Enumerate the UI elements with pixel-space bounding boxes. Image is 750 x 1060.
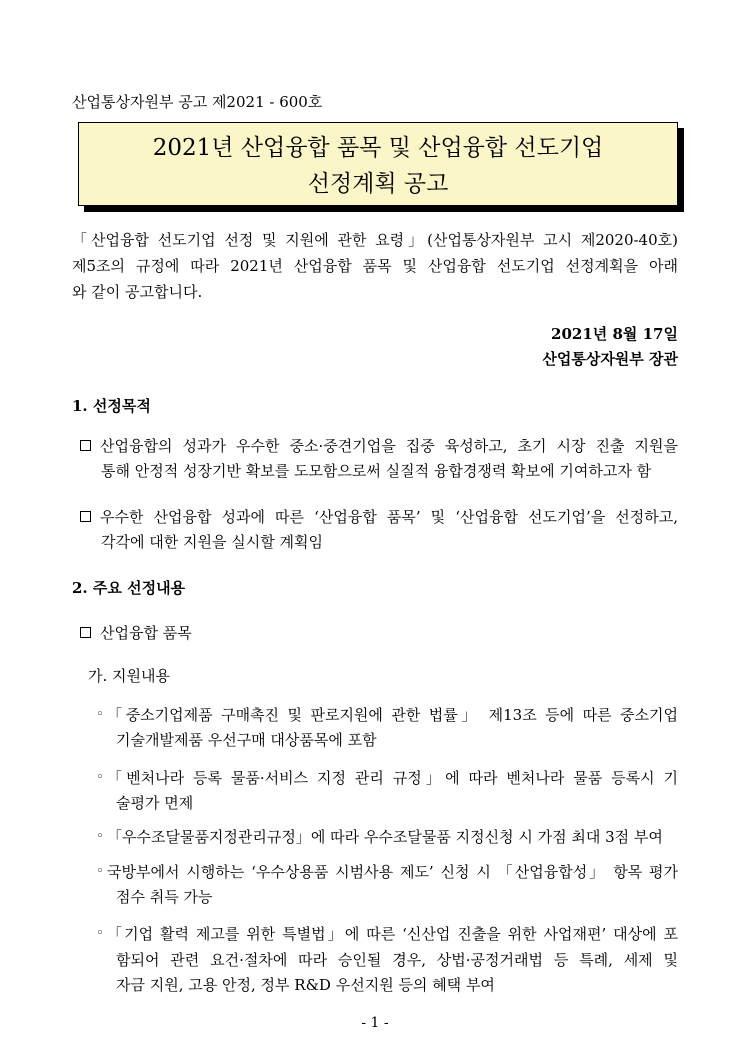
support-bullet-5-line-3: 자금 지원, 고용 안정, 정부 R&D 우선지원 등의 혜택 부여: [116, 976, 495, 994]
support-bullet-3-line-1: 「우수조달물품지정관리규정」에 따라 우수조달물품 지정신청 시 가점 최대 3점 부여: [107, 828, 663, 846]
support-bullet-5-line-2: 함되어 관련 요건·절차에 따라 승인될 경우, 상법·공정거래법 등 특례, 세제 및: [116, 951, 678, 969]
section-1-heading: 1. 선정목적: [72, 397, 151, 415]
intro-line-2: 제5조의 규정에 따라 2021년 산업융합 품목 및 산업융합 선도기업 선정계획을 아래: [72, 257, 678, 275]
issuer: 산업통상자원부 장관: [542, 350, 678, 368]
circle-bullet-icon: ◦: [96, 829, 104, 844]
notice-number: 산업통상자원부 공고 제2021 - 600호: [72, 93, 323, 111]
title-line-2: 선정계획 공고: [307, 171, 449, 197]
sub-heading: 가. 지원내용: [88, 667, 170, 685]
purpose-item-1-line-1: 산업융합의 성과가 우수한 중소·중견기업을 집중 육성하고, 초기 시장 진출 지원을: [100, 437, 678, 455]
support-bullet-1-line-1: 「중소기업제품 구매촉진 및 판로지원에 관한 법률」 제13조 등에 따른 중소기업: [107, 706, 678, 724]
circle-bullet-icon: ◦: [96, 707, 104, 722]
checkbox-square-icon: [80, 511, 91, 522]
purpose-item-2-line-2: 각각에 대한 지원을 실시할 계획임: [101, 533, 323, 551]
notice-date: 2021년 8월 17일: [551, 325, 678, 343]
support-bullet-2-line-1: 「벤처나라 등록 물품·서비스 지정 관리 규정」에 따라 벤처나라 물품 등록시 기: [107, 769, 678, 787]
circle-bullet-icon: ◦: [96, 770, 104, 785]
support-bullet-4-line-2: 점수 취득 가능: [116, 888, 213, 906]
sub-item-label: 산업융합 품목: [100, 624, 192, 642]
support-bullet-5-line-1: 「기업 활력 제고를 위한 특별법」에 따른 ‘신산업 진출을 위한 사업재편’ 대상에 포: [107, 925, 678, 943]
intro-line-3: 와 같이 공고합니다.: [72, 283, 203, 301]
intro-line-1: 「산업융합 선도기업 선정 및 지원에 관한 요령」(산업통상자원부 고시 제2020-40호): [72, 231, 678, 249]
title-line-1: 2021년 산업융합 품목 및 산업융합 선도기업: [152, 135, 604, 161]
section-2-heading: 2. 주요 선정내용: [72, 579, 186, 597]
support-bullet-1-line-2: 기술개발제품 우선구매 대상품목에 포함: [116, 731, 377, 749]
purpose-item-2-line-1: 우수한 산업융합 성과에 따른 ‘산업융합 품목’ 및 ‘산업융합 선도기업’을 선정하고,: [100, 508, 678, 526]
page-number: - 1 -: [361, 1015, 389, 1031]
purpose-item-1-line-2: 통해 안정적 성장기반 확보를 도모함으로써 실질적 융합경쟁력 확보에 기여하고자 함: [101, 462, 652, 480]
support-bullet-2-line-2: 술평가 면제: [116, 794, 194, 812]
circle-bullet-icon: ◦: [96, 926, 104, 941]
checkbox-square-icon: [80, 627, 91, 638]
title-box: [78, 122, 678, 206]
checkbox-square-icon: [80, 440, 91, 451]
support-bullet-4-line-1: 국방부에서 시행하는 ‘우수상용품 시범사용 제도’ 신청 시 「산업융합성」 항목 평가: [107, 863, 678, 881]
circle-bullet-icon: ◦: [96, 864, 104, 879]
